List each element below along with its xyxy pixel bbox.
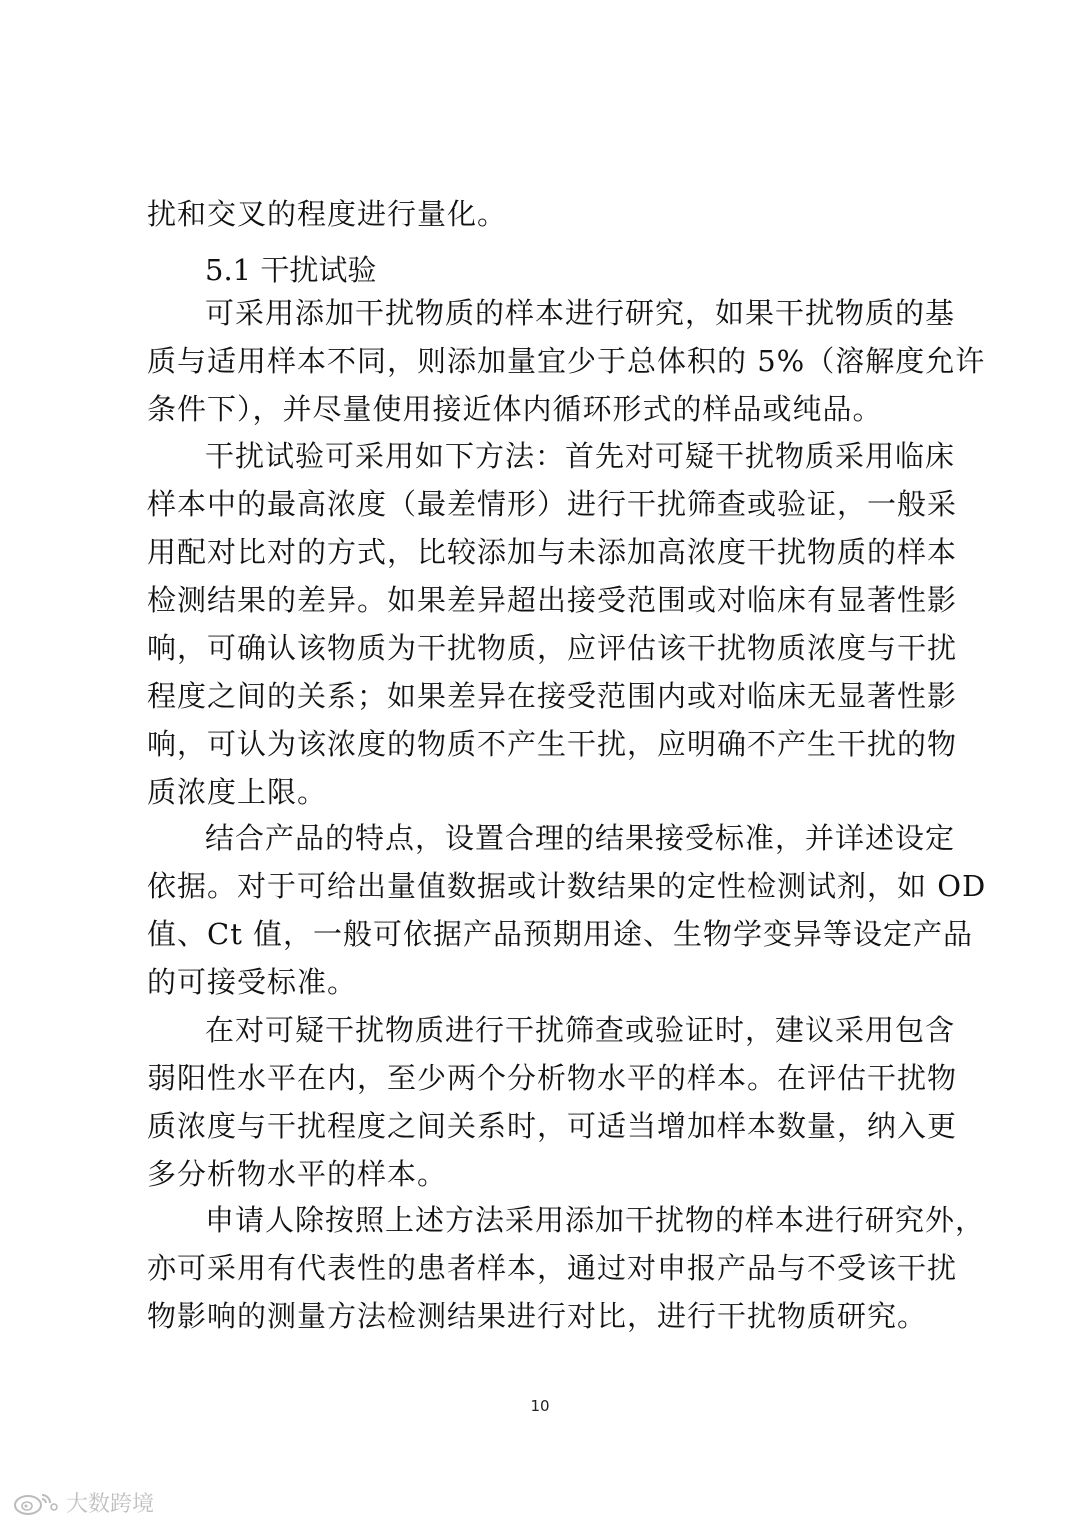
- text-line: 干扰试验可采用如下方法：首先对可疑干扰物质采用临床: [205, 439, 956, 473]
- text-line: 条件下），并尽量使用接近体内循环形式的样品或纯品。: [147, 392, 883, 426]
- watermark-text: 大数跨境: [66, 1492, 155, 1517]
- text-line: 扰和交叉的程度进行量化。: [147, 197, 508, 231]
- section-heading: 5.1 干扰试验: [205, 253, 377, 287]
- text-line: 样本中的最高浓度（最差情形）进行干扰筛查或验证，一般采: [147, 487, 958, 521]
- text-line: 值、Ct 值，一般可依据产品预期用途、生物学变异等设定产品: [147, 917, 974, 951]
- text-line: 申请人除按照上述方法采用添加干扰物的样本进行研究外，: [205, 1203, 986, 1237]
- text-line: 用配对比对的方式，比较添加与未添加高浓度干扰物质的样本: [147, 535, 958, 569]
- text-line: 可采用添加干扰物质的样本进行研究，如果干扰物质的基: [205, 296, 956, 330]
- text-line: 在对可疑干扰物质进行干扰筛查或验证时，建议采用包含: [205, 1013, 956, 1047]
- text-line: 响，可认为该浓度的物质不产生干扰，应明确不产生干扰的物: [147, 727, 958, 761]
- paragraph-2: [147, 432, 958, 816]
- paragraph-5: [147, 1196, 986, 1340]
- text-line: 质与适用样本不同，则添加量宜少于总体积的 5%（溶解度允许: [147, 344, 986, 378]
- text-line: 响，可确认该物质为干扰物质，应评估该干扰物质浓度与干扰: [147, 631, 958, 665]
- watermark: [12, 1487, 154, 1518]
- text-line: 程度之间的关系；如果差异在接受范围内或对临床无显著性影: [147, 679, 958, 713]
- text-line: 检测结果的差异。如果差异超出接受范围或对临床有显著性影: [147, 583, 958, 617]
- text-line: 物影响的测量方法检测结果进行对比，进行干扰物质研究。: [147, 1299, 928, 1333]
- paragraph-1: [147, 289, 986, 433]
- paragraph-4: [147, 1006, 958, 1198]
- text-line: 质浓度上限。: [147, 775, 328, 809]
- text-line: 质浓度与干扰程度之间关系时，可适当增加样本数量，纳入更: [147, 1109, 958, 1143]
- text-line: 依据。对于可给出量值数据或计数结果的定性检测试剂，如 OD: [147, 869, 987, 903]
- text-line: 的可接受标准。: [147, 965, 358, 999]
- text-line: 结合产品的特点，设置合理的结果接受标准，并详述设定: [205, 821, 956, 855]
- intro-tail: [147, 190, 937, 238]
- paragraph-3: [147, 814, 987, 1006]
- text-line: 多分析物水平的样本。: [147, 1157, 448, 1191]
- page-number: 10: [530, 1397, 550, 1415]
- text-line: 弱阳性水平在内，至少两个分析物水平的样本。在评估干扰物: [147, 1061, 958, 1095]
- text-line: 亦可采用有代表性的患者样本，通过对申报产品与不受该干扰: [147, 1251, 958, 1285]
- weibo-logo-icon: [12, 1489, 60, 1517]
